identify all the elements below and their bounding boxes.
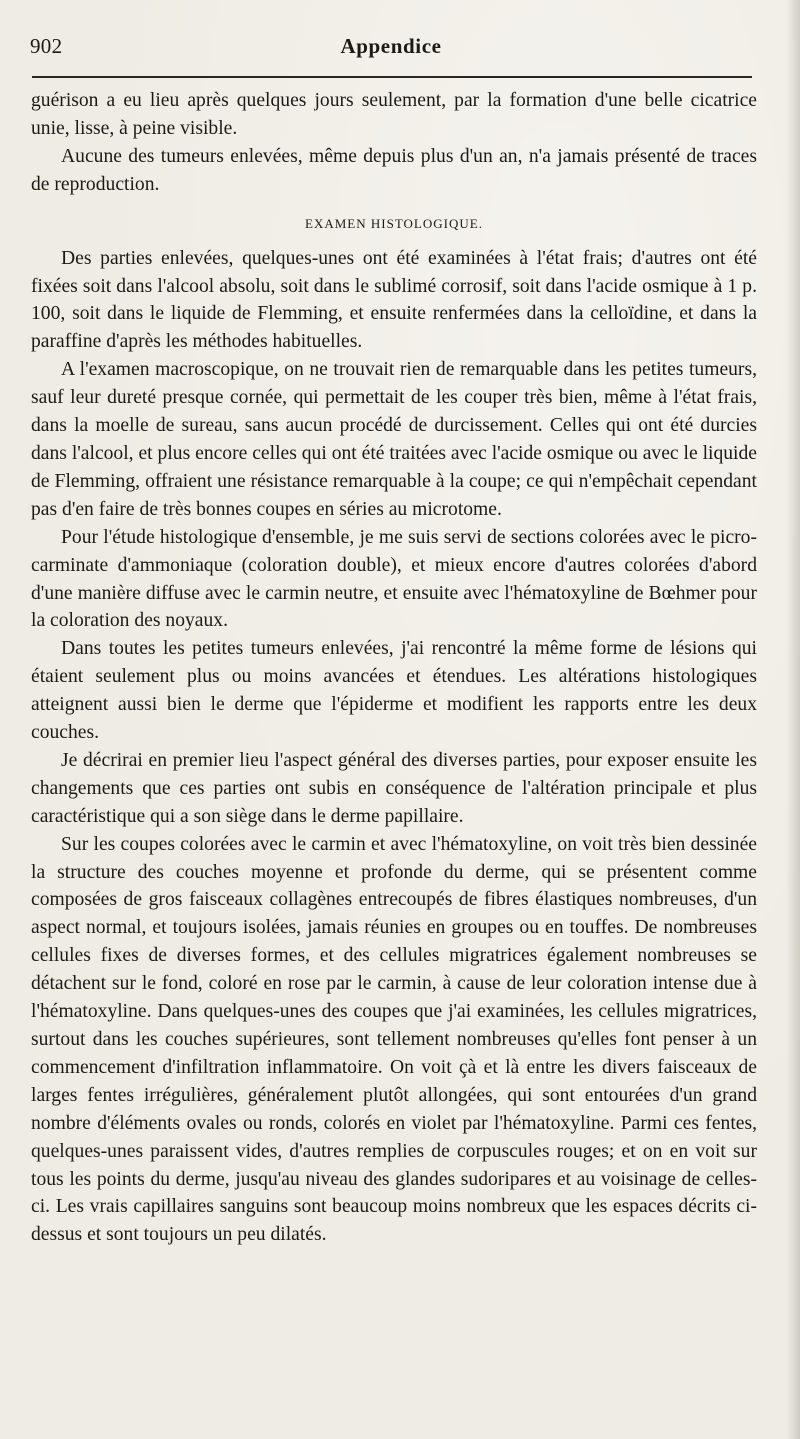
page-edge-shadow [786,0,800,1439]
paragraph: Dans toutes les petites tumeurs enlevées, j'ai rencontré la même forme de lésions qui étaient seulement plus ou moins avancées et étendues. Les altérations histologiques atteignent aussi bien le derme que l'épiderme et modifient les rapports entre les deux couches. [31,638,757,744]
paragraph: Aucune des tumeurs enlevées, même depuis plus d'un an, n'a jamais présenté de traces de reproduction. [31,145,757,195]
paragraph: Je décrirai en premier lieu l'aspect général des diverses parties, pour exposer ensuite les changements que ces parties ont subis en conséquence de l'altération principale et plus caractéristique qui a son siège dans le derme papillaire. [31,749,757,827]
paragraph: Sur les coupes colorées avec le carmin et avec l'hématoxyline, on voit très bien dessinée la structure des couches moyenne et profonde du derme, qui se présentent comme composées de gros faisceaux collagènes entrecoupés de fibres élastiques nombreuses, d'un aspect normal, et toujours isolées, jamais réunies en groupes ou en touffes. De nombreuses cellules fixes de diverses formes, et des cellules migratrices également nombreuses se détachent sur le fond, coloré en rose par le carmin, à cause de leur coloration intense due à l'hématoxyline. Dans quelques-unes des coupes que j'ai examinées, les cellules migratrices, surtout dans les couches supérieures, sont tellement nombreuses qu'elles font penser à un commencement d'infiltration inflammatoire. On voit çà et là entre les divers faisceaux de larges fentes irrégulières, généralement plutôt allongées, qui sont entourées d'un grand nombre d'éléments ovales ou ronds, colorés en violet par l'hématoxyline. Parmi ces fentes, quelques-unes paraissent vides, d'autres remplies de corpuscules rouges; et on en voit sur tous les points du derme, jusqu'au niveau des glandes sudoripares et au voisinage de celles-ci. Les vrais capillaires sanguins sont beaucoup moins nombreux que les espaces décrits ci-dessus et sont toujours un peu dilatés. [31,833,757,1246]
paragraph: Des parties enlevées, quelques-unes ont été examinées à l'état frais; d'autres ont été fixées soit dans l'alcool absolu, soit dans le sublimé corrosif, soit dans l'acide osmique à 1 p. 100, soit dans le liquide de Flemming, et ensuite renfermées dans la celloïdine, et dans la paraffine d'après les méthodes habituelles. [31,247,757,353]
header-rule [32,76,752,78]
page-header [30,30,752,70]
body-text [31,87,757,1249]
page-number: 902 [30,34,63,58]
section-heading: EXAMEN HISTOLOGIQUE. [305,215,483,231]
paragraph: A l'examen macroscopique, on ne trouvait rien de remarquable dans les petites tumeurs, sauf leur dureté presque cornée, qui permettait de les couper très bien, même à l'état frais, dans la moelle de sureau, sans aucun procédé de durcissement. Celles qui ont été durcies dans l'alcool, et plus encore celles qui ont été traitées avec l'acide osmique ou avec le liquide de Flemming, offraient une résistance remarquable à la coupe; ce qui n'empêchait cependant pas d'en faire de très bonnes coupes en séries au microtome. [31,359,757,520]
running-head: Appendice [340,34,442,58]
paragraph: Pour l'étude histologique d'ensemble, je me suis servi de sections colorées avec le picro-carminate d'ammoniaque (coloration double), et mieux encore d'autres colorées d'abord d'une manière diffuse avec le carmin neutre, et ensuite avec l'hématoxyline de Bœhmer pour la coloration des noyaux. [31,526,757,632]
paragraph-continued: guérison a eu lieu après quelques jours seulement, par la formation d'une belle cicatrice unie, lisse, à peine visible. [31,90,757,139]
